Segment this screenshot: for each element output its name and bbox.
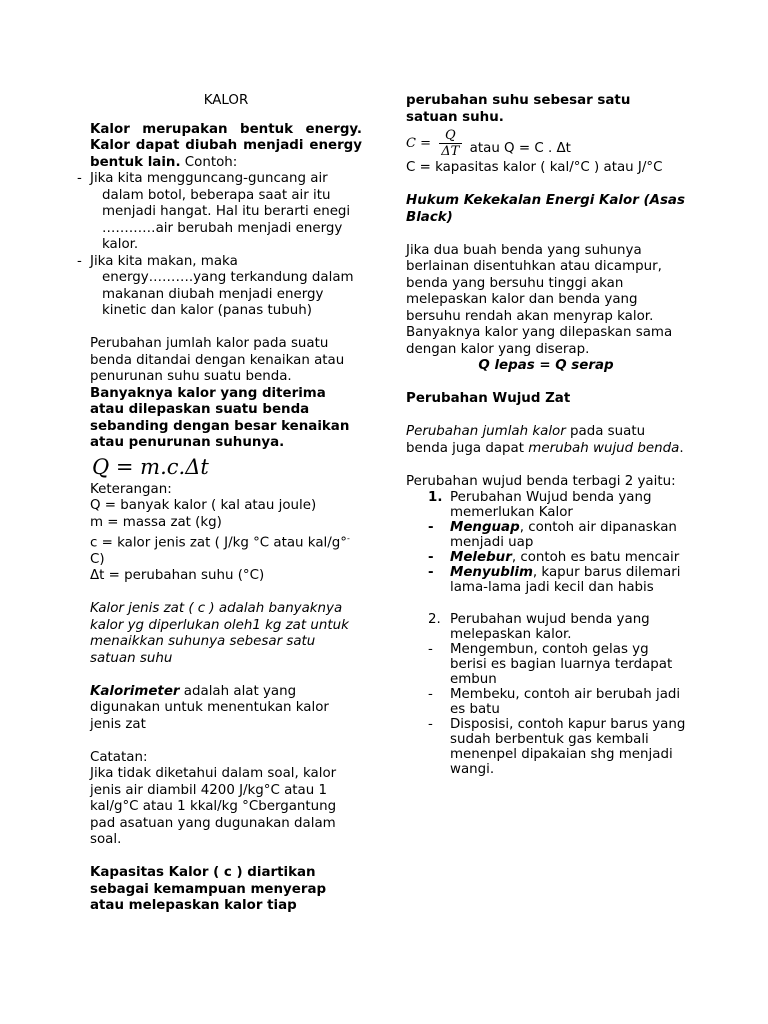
dash-marker: - (428, 641, 433, 657)
kapasitas-kalor-definition: Kapasitas Kalor ( c ) diartikan sebagai kemampuan menyerap atau melepaskan kalor tiap (90, 865, 327, 914)
example-line: dalam botol, beberapa saat air itu (102, 187, 331, 203)
keterangan-line: Q = banyak kalor ( kal atau joule) (90, 498, 317, 513)
example-line: energy……….yang terkandung dalam (102, 270, 354, 285)
wujud-italic-b: merubah wujud benda (528, 440, 680, 456)
dash-marker: - (428, 520, 434, 535)
sub-item-desc: , contoh es batu mencair (511, 550, 680, 565)
keterangan-line (90, 531, 362, 552)
intro-bold: Kalor merupakan bentuk energy. Kalor dapat diubah menjadi energy bentuk lain. (90, 121, 362, 170)
formula-q-lepas: Q lepas (478, 358, 535, 373)
kalor-proportional-statement: Banyaknya kalor yang diterima atau dilepaskan suatu benda sebanding dengan besar kenaikan atau penurunan suhunya. (90, 385, 350, 450)
hukum-title: Hukum Kekekalan Energi Kalor (Asas Black) (406, 193, 685, 225)
formula-equals: = (534, 358, 556, 373)
kalor-jenis-definition: Kalor jenis zat ( c ) adalah banyaknya kalor yg diperlukan oleh1 kg zat untuk menaikkan suhunya sebesar satu satuan suhu (90, 601, 349, 666)
keterangan-line: m = massa zat (kg) (90, 514, 222, 530)
sub-item (428, 565, 686, 595)
example-item (77, 171, 362, 254)
formula-lhs: C = (406, 135, 431, 151)
sub-item (428, 520, 686, 550)
intro-paragraph (90, 122, 362, 172)
example-line: …………air berubah menjadi energy (102, 220, 343, 236)
wujud-italic-a: Perubahan jumlah kalor (406, 424, 566, 439)
dash-marker: - (428, 550, 434, 565)
catatan-text: Jika tidak diketahui dalam soal, kalor jenis air diambil 4200 J/kg°C atau 1 kal/g°C atau 1 kkal/kg °Cbergantung pad asatuan yang dugunakan dalam soal. (90, 766, 337, 848)
sub-item-term: Menguap (450, 520, 520, 535)
sub-item-desc: , kapur barus dilemari lama-lama jadi kecil dan habis (450, 565, 681, 595)
list-number: 2. (428, 611, 441, 627)
sub-item-text (450, 565, 686, 595)
wujud-text-a: pada suatu benda juga dapat (406, 424, 646, 456)
formula-alternative: atau Q = C . Δt (469, 140, 571, 156)
sub-item-text (450, 550, 686, 565)
list-title: Perubahan wujud benda yang melepaskan kalor. (450, 611, 650, 642)
sub-item (428, 642, 686, 687)
list-title: Perubahan Wujud benda yang memerlukan Kalor (450, 490, 652, 520)
sub-item-text (450, 520, 686, 550)
asas-black-formula (406, 358, 686, 375)
terbagi-text: Perubahan wujud benda terbagi 2 yaitu: (406, 473, 676, 489)
example-line: Jika kita mengguncang-guncang air (90, 171, 328, 186)
left-column (77, 93, 362, 915)
keterangan-superscript: - (346, 534, 350, 543)
kapasitas-units: C = kapasitas kalor ( kal/°C ) atau J/°C (406, 160, 663, 175)
sub-item (428, 717, 686, 777)
heat-formula: Q = m.c.Δt (92, 454, 209, 479)
sub-item-text: Mengembun, contoh gelas yg berisi es bagian luarnya terdapat embun (450, 641, 673, 687)
kalor-change-paragraph: Perubahan jumlah kalor pada suatu benda ditandai dengan kenaikan atau penurunan suhu suatu benda. (90, 336, 345, 384)
keterangan-line: C) (90, 551, 105, 567)
fraction-denominator: ΔT (441, 143, 460, 159)
kapasitas-continuation: perubahan suhu sebesar satu satuan suhu. (406, 93, 631, 125)
fraction (439, 128, 462, 159)
kalorimeter-paragraph (90, 684, 362, 734)
list-item-1 (428, 490, 686, 520)
sub-item (428, 687, 686, 717)
wujud-title: Perubahan Wujud Zat (406, 391, 571, 406)
example-line: Jika kita makan, maka (90, 253, 238, 269)
formula-q-serap: Q serap (555, 358, 614, 373)
example-line: kalor. (102, 237, 139, 252)
dash-marker: - (428, 565, 434, 580)
example-item (77, 254, 362, 320)
list-number: 1. (428, 490, 443, 505)
right-column (406, 93, 686, 777)
sub-item-text: Disposisi, contoh kapur barus yang sudah berbentuk gas kembali menenpel dipakaian shg menjadi wangi. (450, 716, 686, 777)
kalorimeter-definition: adalah alat yang digunakan untuk menentukan kalor jenis zat (90, 683, 329, 732)
kapasitas-formula (406, 126, 686, 160)
keterangan-text: c = kalor jenis zat ( J/kg °C atau kal/g° (90, 535, 347, 551)
sub-item (428, 550, 686, 565)
wujud-paragraph (406, 424, 686, 457)
sub-item-term: Menyublim (450, 565, 533, 580)
kalorimeter-term: Kalorimeter (90, 683, 180, 699)
sub-item-desc: , contoh air dipanaskan menjadi uap (450, 520, 677, 550)
example-line: menjadi hangat. Hal itu berarti enegi (102, 204, 351, 219)
example-line: kinetic dan kalor (panas tubuh) (102, 303, 312, 318)
example-list (77, 171, 362, 320)
list-item-2 (428, 612, 686, 642)
dash-marker: - (428, 716, 433, 732)
example-line: makanan diubah menjadi energy (102, 286, 324, 302)
dash-marker: - (77, 171, 82, 186)
sub-item-text: Membeku, contoh air berubah jadi es batu (450, 686, 681, 717)
document-title: KALOR (203, 93, 249, 108)
asas-black-text: Jika dua buah benda yang suhunya berlainan disentuhkan atau dicampur, benda yang bersuhu tinggi akan melepaskan kalor dan benda yang bersuhu rendah akan menyrap kalor. Banyaknya kalor yang dilepaskan sama dengan kalor yang diserap. (406, 242, 673, 357)
wujud-text-b: . (679, 440, 684, 456)
sub-item-term: Melebur (450, 550, 512, 565)
intro-tail: Contoh: (180, 154, 238, 170)
catatan-title: Catatan: (90, 749, 148, 765)
dash-marker: - (428, 686, 433, 702)
dash-marker: - (77, 253, 82, 269)
keterangan-title: Keterangan: (90, 481, 172, 497)
fraction-numerator: Q (439, 128, 462, 144)
keterangan-line: Δt = perubahan suhu (°C) (90, 568, 265, 584)
